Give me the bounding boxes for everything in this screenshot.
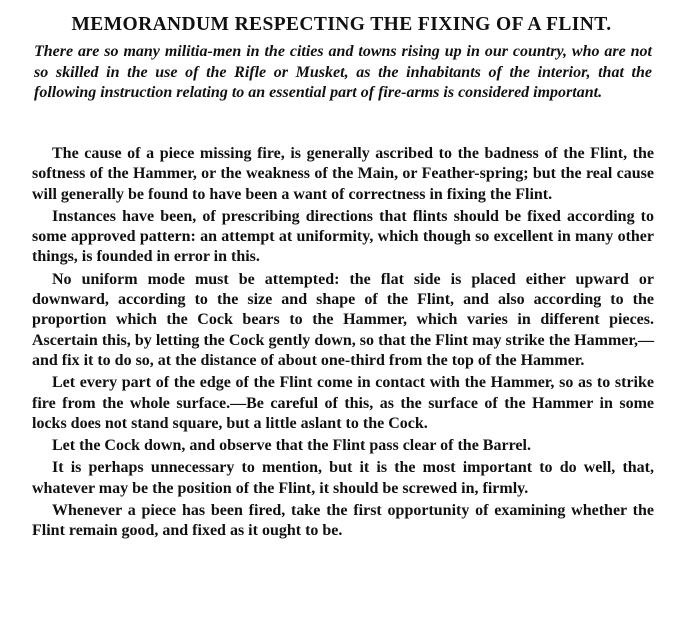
- paragraph-edge-contact: Let every part of the edge of the Flint come in contact with the Hammer, so as to strike fire from the whole surface.—Be careful of this, as the surface of the Hammer in some locks does not stand square, but a little aslant to the Cock.: [32, 374, 654, 432]
- memorandum-body: [32, 144, 654, 544]
- intro-note: There are so many militia-men in the cities and towns rising up in our country, who are not so skilled in the use of the Rifle or Musket, as the inhabitants of the interior, that the following instruction relating to an essential part of fire-arms is considered important.: [34, 43, 652, 101]
- paragraph-instances: Instances have been, of prescribing directions that flints should be fixed according to some approved pattern: an attempt at uniformity, which though so excellent in many other things, is founded in error in this.: [32, 207, 654, 266]
- paragraph-examine-flint: Whenever a piece has been fired, take the first opportunity of examining whether the Flint remain good, and fixed as it ought to be.: [32, 502, 654, 540]
- paragraph-screw-firmly: It is perhaps unnecessary to mention, but it is the most important to do well, that, whatever may be the position of the Flint, it should be screwed in, firmly.: [32, 459, 654, 497]
- paragraph-cause: The cause of a piece missing fire, is generally ascribed to the badness of the Flint, the softness of the Hammer, or the weakness of the Main, or Feather-spring; but the real cause will generally be found to have been a want of correctness in fixing the Flint.: [32, 145, 654, 203]
- memorandum-title: MEMORANDUM RESPECTING THE FIXING OF A FLINT.: [71, 14, 612, 35]
- paragraph-uniform-mode: No uniform mode must be attempted: the flat side is placed either upward or downward, according to the size and shape of the Flint, and also according to the proportion which the Cock bears to the Hammer, which varies in different pieces. Ascertain this, by letting the Cock gently down, so that the Flint may strike the Hammer,—and fix it to do so, at the distance of about one-third from the top of the Hammer.: [32, 270, 654, 369]
- paragraph-clear-barrel: Let the Cock down, and observe that the Flint pass clear of the Barrel.: [52, 437, 531, 455]
